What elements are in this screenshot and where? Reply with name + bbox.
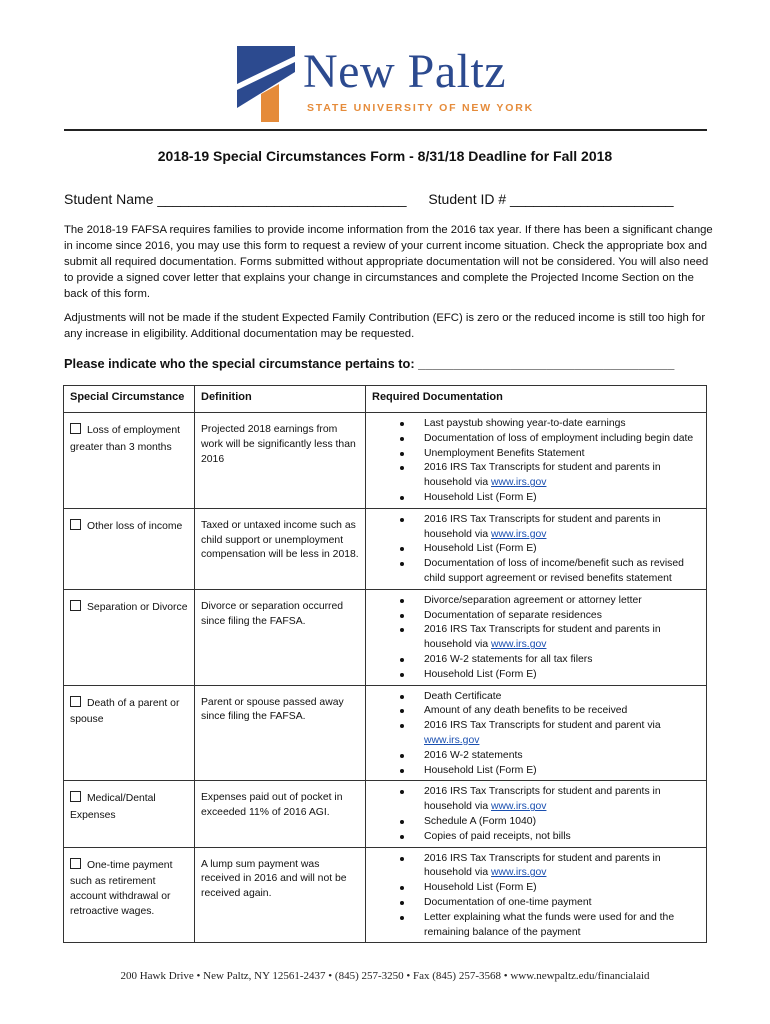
circumstance-label-continued: such as retirement account withdrawal or retroactive wages. — [70, 876, 171, 917]
irs-link[interactable]: www.irs.gov — [491, 528, 547, 540]
documentation-item — [424, 719, 700, 749]
documentation-text: 2016 IRS Tax Transcripts for student and parents in household via — [424, 624, 661, 651]
circumstance-cell — [64, 847, 195, 943]
documentation-text: Household List (Form E) — [424, 543, 537, 555]
documentation-cell — [366, 781, 707, 847]
circumstance-option[interactable] — [70, 600, 188, 616]
documentation-item — [424, 491, 700, 506]
documentation-text: Household List (Form E) — [424, 764, 537, 776]
pertains-to-question[interactable]: Please indicate who the special circumstance pertains to: ____________________________________ — [64, 356, 675, 371]
documentation-text: 2016 IRS Tax Transcripts for student and parents in household via — [424, 852, 661, 879]
documentation-text: Copies of paid receipts, not bills — [424, 830, 571, 842]
circumstance-option[interactable] — [70, 858, 188, 874]
documentation-text: 2016 W-2 statements — [424, 749, 523, 761]
irs-link[interactable]: www.irs.gov — [491, 801, 547, 813]
circumstance-cell — [64, 508, 195, 589]
university-logo — [235, 46, 545, 122]
documentation-cell — [366, 508, 707, 589]
documentation-cell — [366, 685, 707, 781]
documentation-text: 2016 IRS Tax Transcripts for student and parents in household via — [424, 786, 661, 813]
circumstance-cell — [64, 589, 195, 685]
documentation-item — [424, 749, 700, 764]
definition-cell — [195, 413, 366, 509]
definition-text: Taxed or untaxed income such as child support or unemployment compensation will be less in 2018. — [201, 519, 359, 561]
circumstance-label: Separation or Divorce — [87, 601, 188, 613]
documentation-text: Death Certificate — [424, 690, 502, 702]
irs-link[interactable]: www.irs.gov — [491, 867, 547, 879]
irs-link[interactable]: www.irs.gov — [491, 477, 547, 489]
definition-cell — [195, 508, 366, 589]
circumstance-cell — [64, 781, 195, 847]
definition-cell — [195, 685, 366, 781]
documentation-text: Documentation of separate residences — [424, 609, 602, 621]
circumstance-label-continued: Expenses — [70, 810, 116, 822]
checkbox-icon[interactable] — [70, 519, 81, 530]
documentation-cell — [366, 589, 707, 685]
documentation-item — [424, 690, 700, 705]
documentation-item — [424, 668, 700, 683]
circumstance-option[interactable] — [70, 791, 188, 807]
circumstance-option[interactable] — [70, 696, 188, 712]
documentation-item — [424, 911, 700, 941]
checkbox-icon[interactable] — [70, 696, 81, 707]
documentation-text: Household List (Form E) — [424, 882, 537, 894]
circumstance-label: Medical/Dental — [87, 793, 156, 805]
documentation-text: Documentation of loss of employment including begin date — [424, 432, 694, 444]
documentation-text: Divorce/separation agreement or attorney letter — [424, 594, 642, 606]
documentation-item — [424, 542, 700, 557]
table-row — [64, 847, 707, 943]
documentation-list — [372, 417, 700, 506]
documentation-item — [424, 881, 700, 896]
documentation-text: Amount of any death benefits to be received — [424, 705, 628, 717]
documentation-text: Household List (Form E) — [424, 491, 537, 503]
documentation-list — [372, 852, 700, 941]
documentation-list — [372, 785, 700, 844]
checkbox-icon[interactable] — [70, 858, 81, 869]
table-row — [64, 508, 707, 589]
documentation-list — [372, 690, 700, 779]
documentation-text: 2016 W-2 statements for all tax filers — [424, 653, 593, 665]
documentation-text: 2016 IRS Tax Transcripts for student and parents in household via — [424, 462, 661, 489]
table-header-row — [64, 386, 707, 413]
documentation-item — [424, 447, 700, 462]
definition-cell — [195, 847, 366, 943]
adjustments-paragraph: Adjustments will not be made if the student Expected Family Contribution (EFC) is zero or the reduced income is still too high for any increase in eligibility. Additional documentation may be requested. — [64, 312, 706, 340]
column-header: Special Circumstance — [64, 386, 195, 413]
new-paltz-logo-mark-icon — [235, 46, 301, 122]
circumstance-option[interactable] — [70, 519, 188, 535]
circumstance-cell — [64, 685, 195, 781]
documentation-item — [424, 830, 700, 845]
table-row — [64, 781, 707, 847]
documentation-item — [424, 623, 700, 653]
definition-text: Parent or spouse passed away since filing the FAFSA. — [201, 696, 344, 723]
documentation-item — [424, 417, 700, 432]
student-name-field[interactable]: Student Name ________________________________ — [64, 191, 407, 207]
intro-paragraph: The 2018-19 FAFSA requires families to provide income information from the 2016 tax year. If there has been a significant change in income since 2016, you may use this form to request a review of your current income situation. Check the appropriate box and submit all required documentation. Forms submitted without appropriate documentation will not be considered. You will also need to provide a signed cover letter that explains your change in circumstances and complete the Projected Income Section on the back of this form. — [64, 224, 713, 300]
documentation-item — [424, 896, 700, 911]
form-title: 2018-19 Special Circumstances Form - 8/31/18 Deadline for Fall 2018 — [157, 148, 613, 164]
circumstance-label-continued: spouse — [70, 714, 104, 726]
documentation-text: 2016 IRS Tax Transcripts for student and parents in household via — [424, 513, 661, 540]
documentation-text: Last paystub showing year-to-date earnings — [424, 418, 626, 429]
documentation-item — [424, 513, 700, 543]
definition-text: Projected 2018 earnings from work will be significantly less than 2016 — [201, 424, 356, 465]
documentation-item — [424, 653, 700, 668]
logo-subtitle: STATE UNIVERSITY OF NEW YORK — [307, 102, 534, 114]
documentation-item — [424, 432, 700, 447]
circumstance-label: Loss of employment — [87, 425, 180, 436]
circumstance-label-continued: greater than 3 months — [70, 441, 172, 453]
documentation-text: Letter explaining what the funds were used for and the remaining balance of the payment — [424, 911, 675, 938]
documentation-list — [372, 594, 700, 683]
documentation-text: Unemployment Benefits Statement — [424, 447, 585, 459]
table-row — [64, 685, 707, 781]
table-row — [64, 589, 707, 685]
checkbox-icon[interactable] — [70, 791, 81, 802]
definition-text: Divorce or separation occurred since filing the FAFSA. — [201, 600, 344, 627]
documentation-item — [424, 815, 700, 830]
documentation-item — [424, 764, 700, 779]
documentation-text: Household List (Form E) — [424, 668, 537, 680]
documentation-list — [372, 513, 700, 587]
documentation-item — [424, 704, 700, 719]
column-header: Required Documentation — [366, 386, 707, 413]
checkbox-icon[interactable] — [70, 600, 81, 611]
documentation-item — [424, 461, 700, 491]
circumstance-cell — [64, 413, 195, 509]
definition-text: Expenses paid out of pocket in exceeded 11% of 2016 AGI. — [201, 792, 343, 819]
student-id-field[interactable]: Student ID # _____________________ — [428, 191, 674, 207]
documentation-item — [424, 785, 700, 815]
documentation-cell — [366, 413, 707, 509]
documentation-text: Documentation of one-time payment — [424, 896, 592, 908]
documentation-item — [424, 852, 700, 882]
documentation-text: Documentation of loss of income/benefit such as revised child support agreement or revised benefits statement — [424, 558, 684, 584]
circumstance-label: Death of a parent or — [87, 697, 180, 709]
documentation-item — [424, 609, 700, 624]
circumstance-label: One-time payment — [87, 859, 173, 871]
documentation-text: 2016 IRS Tax Transcripts for student and parent via — [424, 720, 661, 732]
irs-link[interactable]: www.irs.gov — [491, 639, 547, 651]
header-divider — [64, 129, 707, 131]
footer-contact: 200 Hawk Drive • New Paltz, NY 12561-2437 • (845) 257-3250 • Fax (845) 257-3568 • www.newpaltz.edu/financialaid — [120, 970, 650, 982]
special-circumstances-table — [63, 385, 707, 943]
documentation-text: Schedule A (Form 1040) — [424, 815, 537, 827]
checkbox-icon[interactable] — [70, 423, 81, 434]
circumstance-label: Other loss of income — [87, 520, 183, 532]
table-row — [64, 413, 707, 509]
definition-text: A lump sum payment was received in 2016 and will not be received again. — [201, 858, 347, 900]
irs-link[interactable]: www.irs.gov — [424, 734, 480, 746]
documentation-item — [424, 594, 700, 609]
circumstance-option[interactable] — [70, 423, 188, 439]
documentation-cell — [366, 847, 707, 943]
student-info-line — [64, 191, 674, 207]
documentation-item — [424, 557, 700, 587]
column-header: Definition — [195, 386, 366, 413]
definition-cell — [195, 589, 366, 685]
definition-cell — [195, 781, 366, 847]
logo-name: New Paltz — [303, 45, 507, 98]
